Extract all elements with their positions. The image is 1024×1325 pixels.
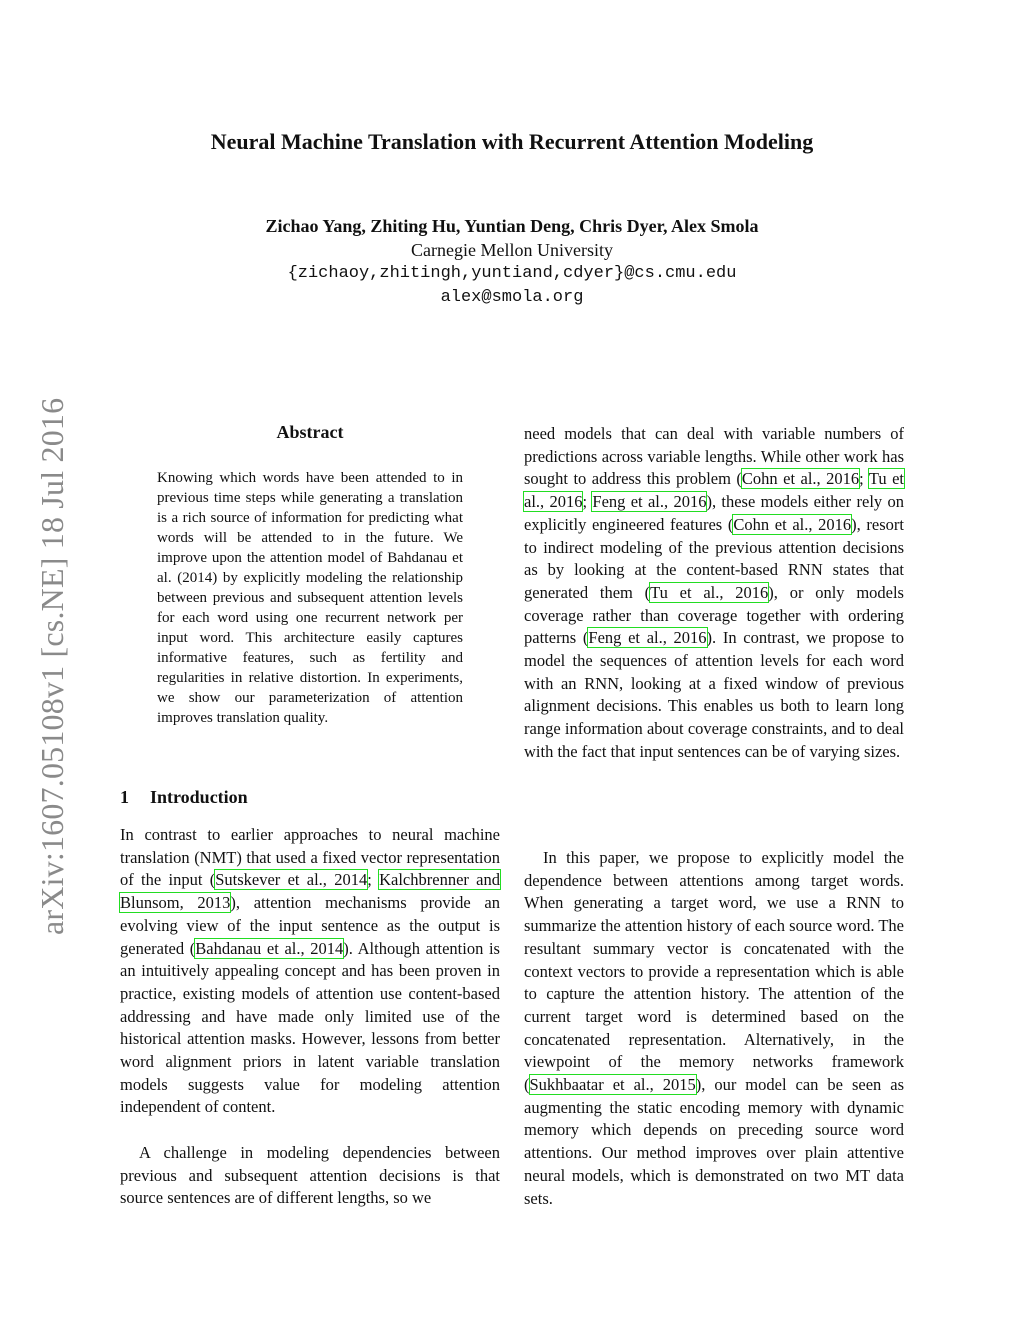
text-run: A challenge in modeling dependencies between previous and subsequent attention decisions is that source sentences are of different lengths, so we xyxy=(120,1143,500,1208)
section-title: Introduction xyxy=(150,787,248,807)
abstract-text: Knowing which words have been attended to in previous time steps while generating a translation is a rich source of information for predicting what words will be attended to in the future. We improve upon the attention model of Bahdanau et al. (2014) by explicitly modeling the relationship between previous and subsequent attention levels for each word using one recurrent network per input word. This architecture easily captures informative features, such as fertility and regularities in relative distortion. In experiments, we show our parameterization of attention improves translation quality. xyxy=(157,470,463,726)
text-run: ), or only models coverage rather than coverage together with ordering patterns ( xyxy=(524,582,904,648)
citation-link[interactable]: Kalchbrenner and Blunsom, 2013 xyxy=(120,870,501,913)
citation-link[interactable]: Tu et al., 2016 xyxy=(524,469,904,512)
email-cmu: {zichaoy,zhitingh,yuntiand,cdyer}@cs.cmu.edu xyxy=(287,264,737,283)
text-run: ), these models either rely on explicitly engineered features ( xyxy=(524,492,904,534)
citation-link[interactable]: Bahdanau et al., 2014 xyxy=(195,938,344,958)
intro-paragraph-3 xyxy=(524,847,904,1210)
text-run: ). In contrast, we propose to model the sequences of attention levels for each word with an RNN, looking at a fixed window of previous alignment decisions. This enables us both to learn long range information about coverage constraints, and to deal with the fact that input sentences can be of varying sizes. xyxy=(524,628,904,761)
text-run: ; xyxy=(859,469,869,489)
citation-link[interactable]: Sutskever et al., 2014 xyxy=(215,870,368,890)
intro-paragraph-1 xyxy=(120,824,500,1119)
citation-link[interactable]: Cohn et al., 2016 xyxy=(741,469,860,489)
affiliation: Carnegie Mellon University xyxy=(411,240,613,260)
email-smola: alex@smola.org xyxy=(440,288,584,307)
arxiv-stamp: arXiv:1607.05108v1 [cs.NE] 18 Jul 2016 xyxy=(34,397,70,935)
section-heading-introduction xyxy=(120,787,248,808)
text-run: ), our model can be seen as augmenting the static encoding memory with dynamic memory which depends on preceding source word attentions. Our method improves over plain attentive neural models, which is demonstrated on two MT data sets. xyxy=(524,1075,904,1208)
section-number: 1 xyxy=(120,787,129,807)
citation-link[interactable]: Tu et al., 2016 xyxy=(650,582,769,602)
intro-paragraph-2-continued xyxy=(524,423,904,764)
text-run: ), attention mechanisms provide an evolving view of the input sentence as the output is generated ( xyxy=(120,893,500,958)
citation-link[interactable]: Feng et al., 2016 xyxy=(592,492,707,512)
text-run: In contrast to earlier approaches to neural machine translation (NMT) that used a fixed vector representation of the input ( xyxy=(120,825,500,890)
paper-title: Neural Machine Translation with Recurrent Attention Modeling xyxy=(210,129,814,154)
citation-link[interactable]: Cohn et al., 2016 xyxy=(733,514,852,534)
citation-link[interactable]: Sukhbaatar et al., 2015 xyxy=(529,1075,696,1095)
citation-link[interactable]: Feng et al., 2016 xyxy=(588,628,707,648)
intro-paragraph-2 xyxy=(120,1142,500,1210)
text-run: In this paper, we propose to explicitly model the dependence between attentions among target words. When generating a target word, we use a RNN to summarize the attention history of each source word. The resultant summary vector is concatenated with the context vectors to provide a representation which is able to capture the attention history. The attention of the current target word is determined based on the concatenated representation. Alternatively, in the viewpoint of the memory networks framework ( xyxy=(524,848,904,1095)
text-run: need models that can deal with variable numbers of predictions across variable lengths. While other work has sought to address this problem ( xyxy=(524,424,904,489)
text-run: ), resort to indirect modeling of the previous attention decisions as by looking at the content-based RNN states that generated them ( xyxy=(524,514,904,602)
text-run: ; xyxy=(582,492,593,512)
author-list: Zichao Yang, Zhiting Hu, Yuntian Deng, Chris Dyer, Alex Smola xyxy=(265,216,759,236)
abstract-heading: Abstract xyxy=(276,422,344,442)
text-run: ; xyxy=(367,870,380,890)
text-run: ). Although attention is an intuitively appealing concept and has been proven in practice, existing models of attention use content-based addressing and have made only limited use of the historical attention masks. However, lessons from better word alignment priors in latent variable translation models suggests value for modeling attention independent of content. xyxy=(120,938,500,1117)
